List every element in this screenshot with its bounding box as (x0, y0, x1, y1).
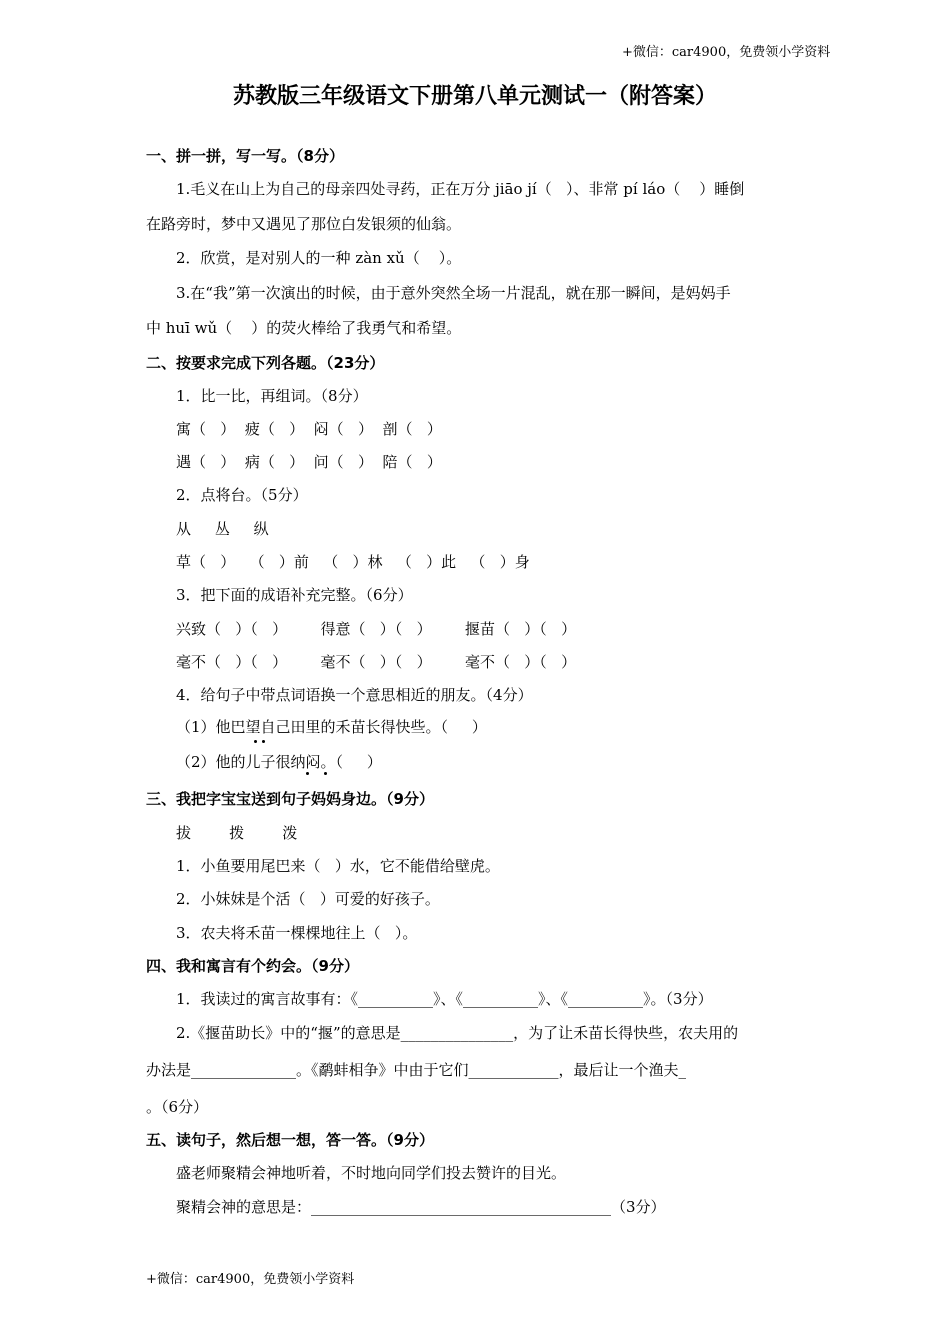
s3-q1: 1．小鱼要用尾巴来（ ）水，它不能借给壁虎。 (176, 857, 500, 875)
emphasis-dot (254, 740, 257, 743)
s4-q2-line2: 办法是______________。《鹬蚌相争》中由于它们____________，最后让一个渔夫_ (146, 1061, 687, 1079)
s4-q1: 1．我读过的寓言故事有：《__________》、《__________》、《__________》。（3分） (176, 990, 713, 1008)
s2-q2: 2．点将台。（5分） (176, 486, 308, 504)
section-1-heading: 一、拼一拼，写一写。（8分） (146, 147, 344, 165)
s2-q1-row1: 寓（ ） 疲（ ） 闷（ ） 剖（ ） (176, 420, 442, 438)
s2-q4-sentence1: （1）他巴望自己田里的禾苗长得快些。（ ） (176, 718, 487, 736)
s2-q3: 3．把下面的成语补充完整。（6分） (176, 586, 413, 604)
header-note: +微信：car4900，免费领小学资料 (622, 45, 831, 60)
s2-q2-row: 草（ ） （ ）前 （ ）林 （ ）此 （ ）身 (176, 553, 530, 571)
s3-chars: 拔 拨 泼 (176, 824, 298, 842)
s1-q1-line1: 1.毛义在山上为自己的母亲四处寻药，正在万分 jiāo jí（ ）、非常 pí láo（ ）睡倒 (176, 180, 745, 198)
s3-q2: 2．小妹妹是个活（ ）可爱的好孩子。 (176, 890, 440, 908)
s2-q1-row2: 遇（ ） 病（ ） 问（ ） 陪（ ） (176, 453, 442, 471)
s2-q3-row2: 毫不（ ）（ ） 毫不（ ）（ ） 毫不（ ）（ ） (176, 653, 577, 671)
s2-q1: 1．比一比，再组词。（8分） (176, 387, 368, 405)
s2-q3-row1: 兴致（ ）（ ） 得意（ ）（ ） 揠苗（ ）（ ） (176, 620, 577, 638)
page-title: 苏教版三年级语文下册第八单元测试一（附答案） (232, 84, 717, 109)
s2-q4: 4．给句子中带点词语换一个意思相近的朋友。（4分） (176, 686, 533, 704)
s2-q4-sentence2: （2）他的儿子很纳闷。（ ） (176, 753, 382, 771)
s5-question: 聚精会神的意思是：________________________________________（3分） (176, 1198, 666, 1216)
emphasis-dot (306, 772, 309, 775)
section-2-heading: 二、按要求完成下列各题。（23分） (146, 354, 385, 372)
s5-sentence: 盛老师聚精会神地听着，不时地向同学们投去赞许的目光。 (176, 1164, 567, 1182)
footer-note: +微信：car4900，免费领小学资料 (146, 1272, 355, 1287)
s1-q2: 2．欣赏，是对别人的一种 zàn xǔ（ ）。 (176, 249, 462, 267)
section-4-heading: 四、我和寓言有个约会。（9分） (146, 957, 359, 975)
section-3-heading: 三、我把字宝宝送到句子妈妈身边。（9分） (146, 790, 434, 808)
s4-q2-line1: 2.《揠苗助长》中的“揠”的意思是_______________，为了让禾苗长得快些，农夫用的 (176, 1024, 739, 1042)
section-5-heading: 五、读句子，然后想一想，答一答。（9分） (146, 1131, 434, 1149)
emphasis-dot (324, 772, 327, 775)
s1-q3-line2: 中 huī wǔ（ ）的荧火棒给了我勇气和希望。 (146, 319, 462, 337)
s3-q3: 3．农夫将禾苗一棵棵地往上（ ）。 (176, 924, 418, 942)
s2-q2-chars: 从 丛 纵 (176, 520, 269, 538)
emphasis-dot (262, 740, 265, 743)
s1-q3-line1: 3.在“我”第一次演出的时候，由于意外突然全场一片混乱，就在那一瞬间，是妈妈手 (176, 284, 731, 302)
s4-q2-line3: 。（6分） (146, 1098, 209, 1116)
s1-q1-line2: 在路旁时，梦中又遇见了那位白发银须的仙翁。 (146, 215, 462, 233)
